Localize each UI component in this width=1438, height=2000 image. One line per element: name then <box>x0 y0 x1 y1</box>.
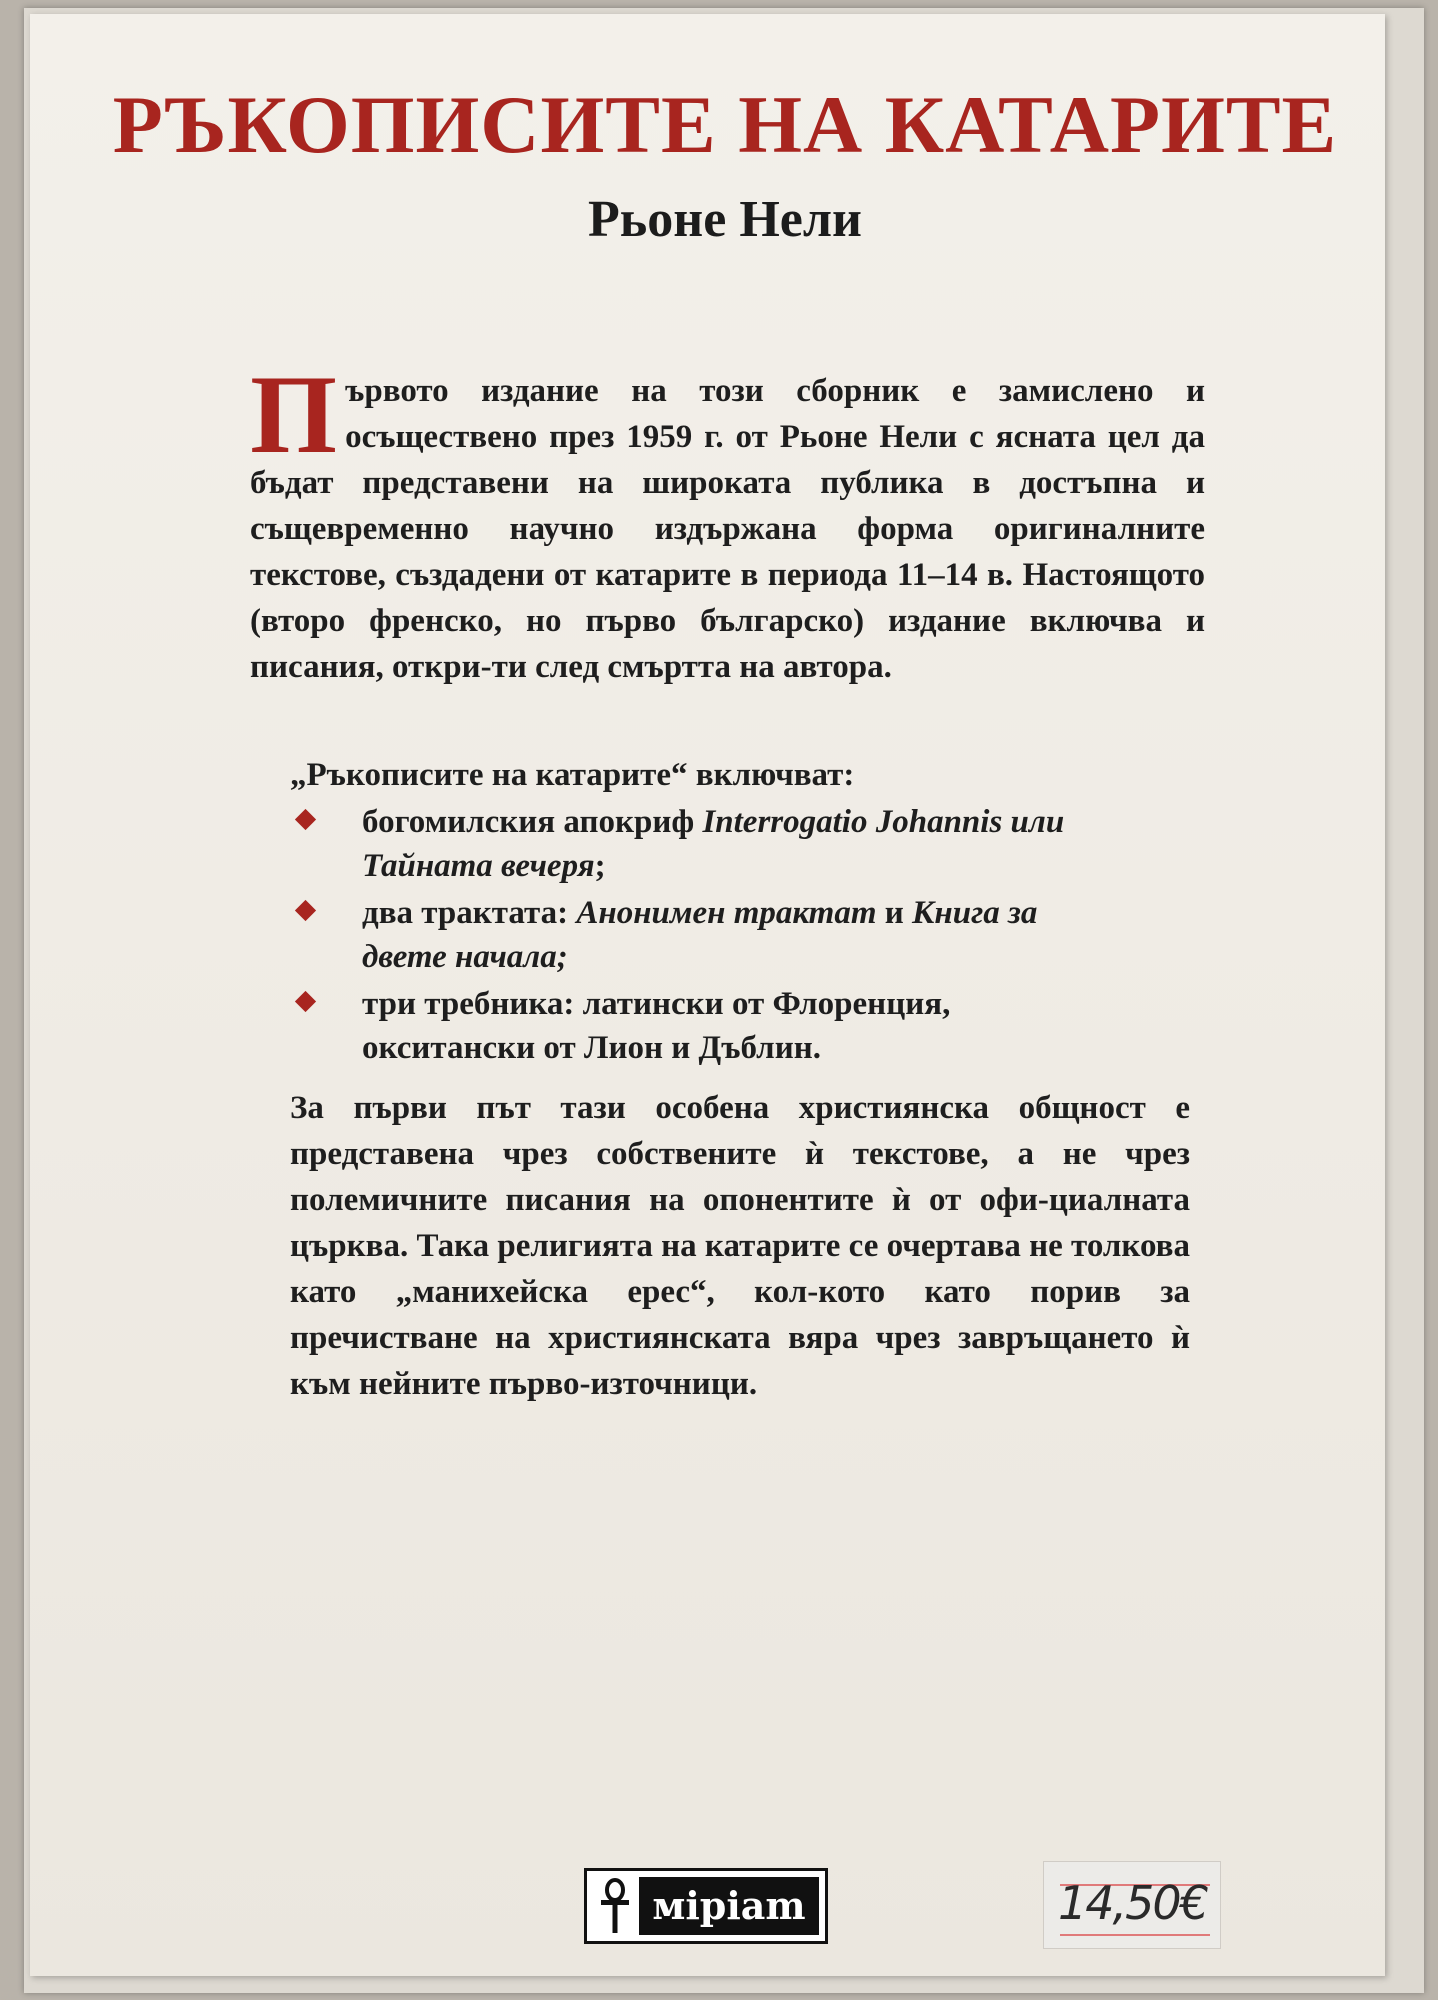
sticker-line <box>1060 1934 1210 1936</box>
diamond-bullet-icon <box>295 809 316 830</box>
description-paragraph-2: За първи път тази особена християнска общност е представена чрез собствените ѝ текстове, а не чрез полемичните писания на опонентите ѝ от офи-циалната църква. Така религията на катарите се очертава не толкова като „манихейска ерес“, кол-кото като порив за пречистване на християнската вяра чрез завръщането ѝ към нейните първо-източници. <box>290 1090 1190 1402</box>
diamond-bullet-icon <box>295 900 316 921</box>
list-item: два трактата: Анонимен трактат и Книга за двете начала; <box>290 891 1090 979</box>
paragraph-1-text: ървото издание на този сборник е замислено и осъществено през 1959 г. от Рьоне Нели с ясната цел да бъдат представени на широката публика в достъпна и същевременно научно издържана форма оригиналните текстове, създадени от катарите в периода 11–14 в. Настоящото (второ френско, но първо българско) издание включва и писания, откри-ти след смъртта на автора. <box>250 373 1205 685</box>
ankh-icon <box>593 1877 637 1935</box>
publisher-logo <box>584 1868 828 1944</box>
diamond-bullet-icon <box>295 991 316 1012</box>
book-author: Рьоне Нели <box>588 191 862 248</box>
contents-list <box>290 800 1090 1073</box>
price-label: 14,50€ <box>1058 1876 1207 1930</box>
list-item: богомилския апокриф Interrogatio Johannis или Тайната вечеря; <box>290 800 1090 888</box>
list-item: три требника: латински от Флоренция, окситански от Лион и Дъблин. <box>290 982 1090 1070</box>
price-sticker <box>1043 1861 1221 1949</box>
description-paragraph-1 <box>250 353 1205 690</box>
list-intro: „Ръкописите на катарите“ включват: <box>290 757 855 793</box>
drop-cap: П <box>250 353 338 477</box>
book-title: РЪКОПИСИТЕ НА КАТАРИТЕ <box>112 79 1338 170</box>
publisher-name: мipiam <box>639 1877 819 1935</box>
